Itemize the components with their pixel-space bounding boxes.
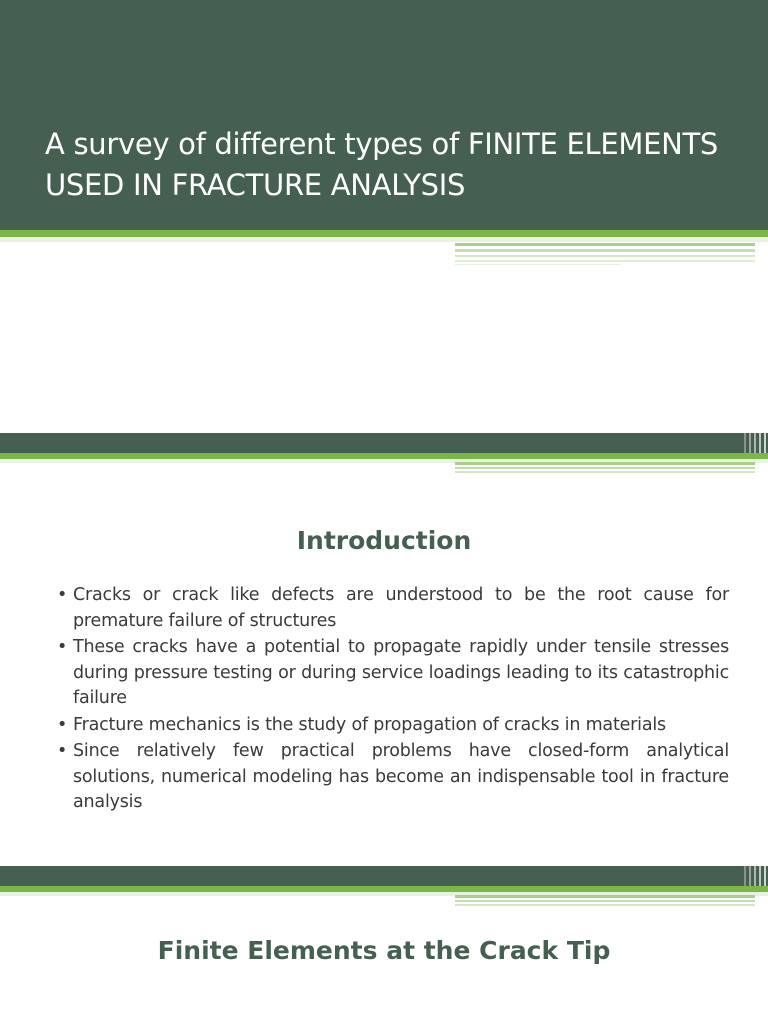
accent-line <box>455 904 755 906</box>
bullet-icon: • <box>57 741 68 761</box>
bullet-icon: • <box>57 714 68 735</box>
bullet-text: Since relatively few practical problems have closed-form analytical solutions, numerical modeling has become an indispensable tool in fracture analysis <box>73 741 729 812</box>
header-mark <box>764 866 766 886</box>
bullet-icon: • <box>57 637 68 657</box>
header-mark <box>744 866 746 886</box>
accent-line <box>455 900 755 902</box>
bullet-item <box>57 583 729 634</box>
accent-line <box>455 260 755 262</box>
header-band <box>0 433 768 453</box>
bullet-text: Cracks or crack like defects are understood to be the root cause for premature failure of structures <box>73 585 729 631</box>
green-stripe <box>0 230 768 237</box>
accent-line <box>455 264 620 265</box>
header-band <box>0 866 768 886</box>
header-mark <box>754 866 756 886</box>
slide-heading: Finite Elements at the Crack Tip <box>157 936 611 965</box>
bullet-item <box>57 739 729 816</box>
header-mark <box>754 433 756 453</box>
slide-heading: Introduction <box>296 526 472 555</box>
accent-line <box>455 243 755 246</box>
accent-line <box>455 462 755 465</box>
bullet-item <box>57 713 729 739</box>
introduction-slide <box>0 433 768 866</box>
accent-line <box>455 467 755 469</box>
accent-line <box>455 895 755 898</box>
header-mark <box>759 433 761 453</box>
bullet-item <box>57 635 729 712</box>
bullet-list <box>57 583 729 817</box>
bullet-text: These cracks have a potential to propagate rapidly under tensile stresses during pressure testing or during service loadings leading to its catastrophic failure <box>73 637 729 708</box>
bullet-icon: • <box>57 585 68 605</box>
header-mark <box>759 866 761 886</box>
header-mark <box>749 433 751 453</box>
accent-line <box>455 255 755 257</box>
header-mark <box>744 433 746 453</box>
finite-elements-slide <box>0 866 768 1024</box>
bullet-text: Fracture mechanics is the study of propagation of cracks in materials <box>73 714 666 735</box>
header-mark <box>749 866 751 886</box>
accent-line <box>455 249 755 252</box>
accent-line <box>455 471 755 473</box>
slide-title: A survey of different types of FINITE ELEMENTS USED IN FRACTURE ANALYSIS <box>45 127 719 202</box>
header-mark <box>764 433 766 453</box>
title-slide <box>0 0 768 432</box>
green-stripe-shadow <box>0 237 768 242</box>
